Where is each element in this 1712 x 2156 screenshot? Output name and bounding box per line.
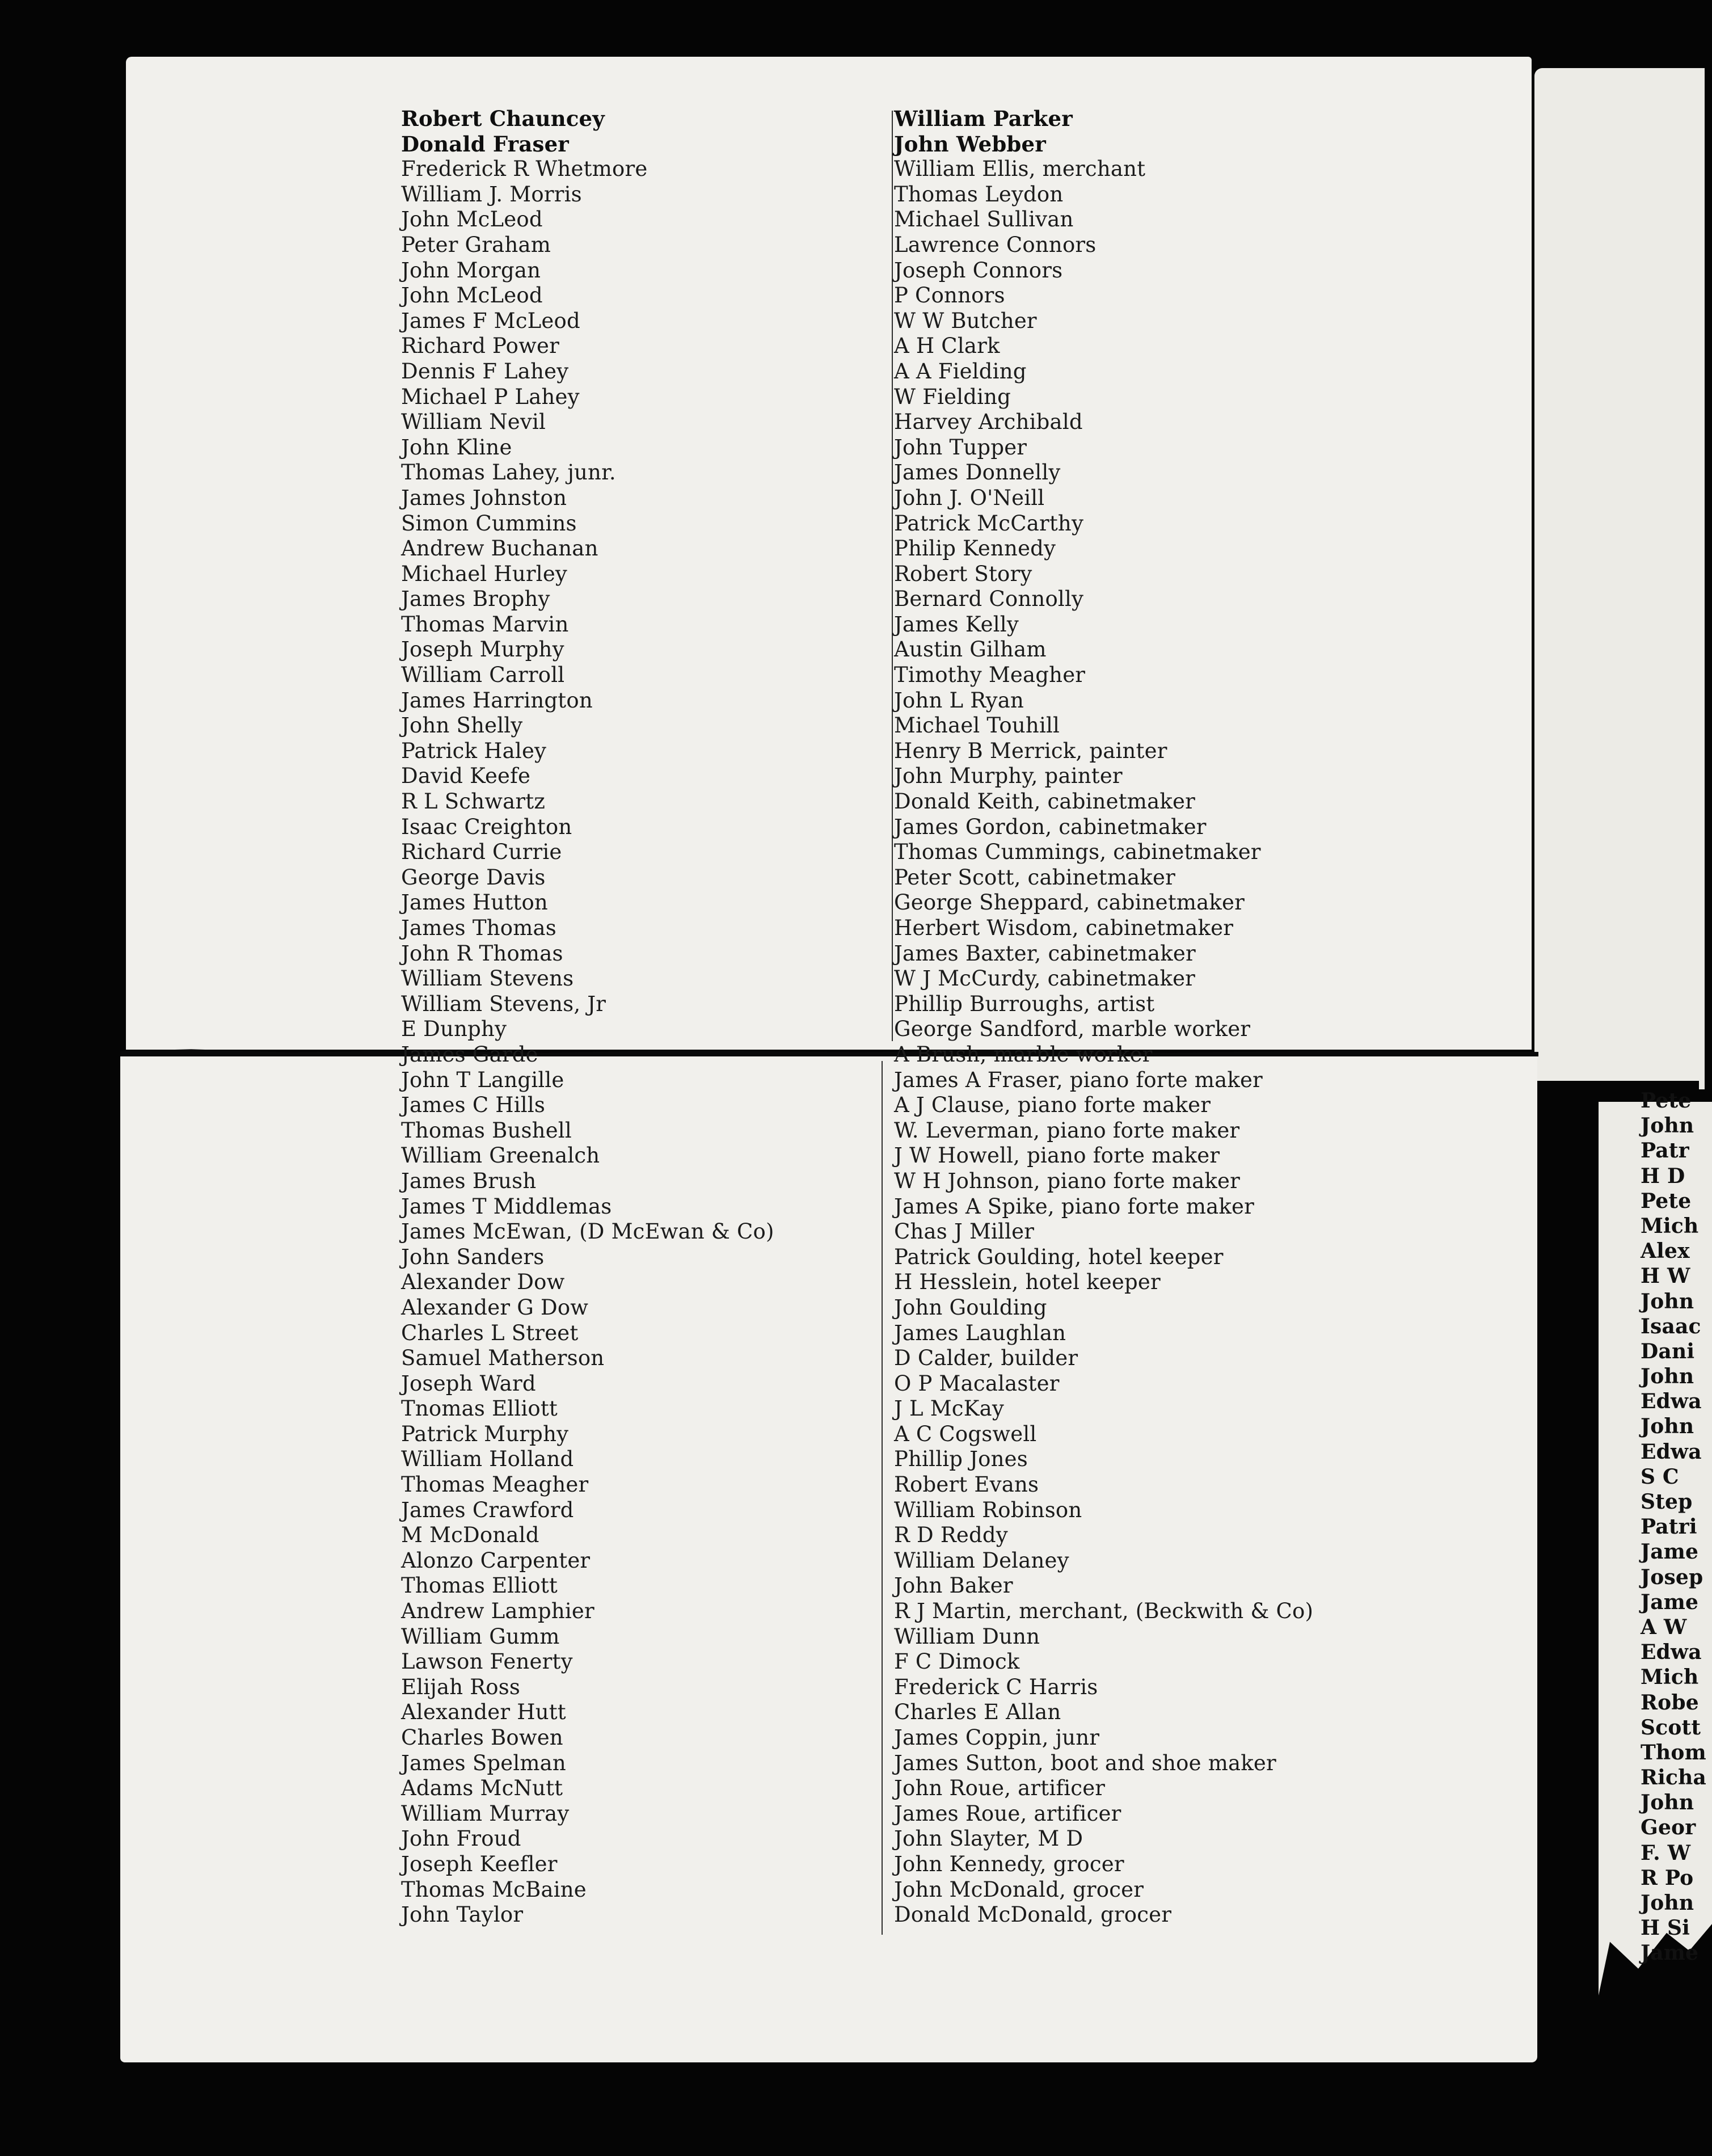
name-entry: Edwa — [1641, 1389, 1702, 1414]
name-entry: O P Macalaster — [894, 1371, 1060, 1396]
name-entry: H Hesslein, hotel keeper — [894, 1270, 1161, 1295]
name-entry: Peter Graham — [401, 232, 551, 257]
name-entry: Isaac — [1641, 1314, 1701, 1338]
name-entry: Frederick C Harris — [894, 1674, 1098, 1699]
name-entry: Samuel Matherson — [401, 1346, 605, 1371]
name-entry: John T Langille — [401, 1067, 564, 1092]
name-entry: James A Fraser, piano forte maker — [894, 1067, 1263, 1092]
name-entry: John — [1641, 1289, 1694, 1313]
name-entry: Thomas Bushell — [401, 1118, 572, 1143]
name-entry: S C — [1641, 1464, 1679, 1489]
name-entry: Michael Touhill — [894, 713, 1060, 738]
adjacent-page-upper — [1534, 68, 1705, 1089]
name-entry: James Roue, artificer — [894, 1801, 1121, 1826]
name-entry: R Po — [1641, 1866, 1694, 1890]
name-entry: Isaac Creighton — [401, 814, 572, 839]
name-entry: James Crawford — [401, 1497, 574, 1522]
name-entry: James Brophy — [401, 587, 550, 612]
name-entry: John J. O'Neill — [894, 485, 1045, 510]
name-entry: John Froud — [401, 1826, 521, 1851]
name-entry: James Brush — [401, 1168, 537, 1193]
name-entry: John Kennedy, grocer — [894, 1851, 1124, 1876]
name-entry: Charles Bowen — [401, 1725, 563, 1750]
name-entry: Dani — [1641, 1339, 1695, 1363]
name-entry: James Laughlan — [894, 1320, 1066, 1345]
name-entry: Thomas McBaine — [401, 1877, 587, 1902]
name-entry: William Delaney — [894, 1548, 1069, 1573]
name-entry: Donald Fraser — [401, 131, 569, 157]
name-entry: George Sandford, marble worker — [894, 1017, 1251, 1042]
name-entry: John — [1641, 1791, 1694, 1815]
name-entry: Austin Gilham — [894, 637, 1047, 662]
name-entry: John Taylor — [401, 1902, 524, 1927]
name-entry: Bernard Connolly — [894, 587, 1084, 612]
name-entry: Jame — [1641, 1590, 1699, 1614]
name-entry: Mich — [1641, 1665, 1699, 1690]
name-entry: R L Schwartz — [401, 789, 546, 814]
name-entry: Thom — [1641, 1740, 1706, 1765]
name-entry: A C Cogswell — [894, 1421, 1037, 1446]
name-entry: John Sanders — [401, 1244, 545, 1269]
name-entry: James Spelman — [401, 1750, 566, 1775]
name-entry: R D Reddy — [894, 1523, 1008, 1548]
name-entry: H Si — [1641, 1916, 1690, 1940]
name-entry: Henry B Merrick, painter — [894, 738, 1167, 763]
page-sheet-upper — [126, 57, 1532, 1050]
name-entry: Joseph Murphy — [401, 637, 564, 662]
name-entry: William Carroll — [401, 663, 565, 688]
name-entry: Andrew Buchanan — [401, 536, 598, 561]
name-entry: R J Martin, merchant, (Beckwith & Co) — [894, 1599, 1314, 1624]
name-entry: Michael Hurley — [401, 561, 568, 586]
name-entry: Josep — [1641, 1565, 1703, 1589]
name-entry: William Greenalch — [401, 1143, 600, 1168]
name-entry: Richard Currie — [401, 840, 562, 865]
name-entry: James Thomas — [401, 916, 556, 940]
name-entry: Frederick R Whetmore — [401, 157, 648, 182]
name-entry: Geor — [1641, 1816, 1696, 1840]
name-entry: John Kline — [401, 435, 512, 460]
name-entry: W Fielding — [894, 384, 1011, 409]
name-entry: Alex — [1641, 1239, 1690, 1264]
name-entry: Herbert Wisdom, cabinetmaker — [894, 916, 1234, 940]
name-entry: Lawson Fenerty — [401, 1649, 573, 1674]
name-entry: William Stevens, Jr — [401, 991, 606, 1016]
name-entry: Jame — [1641, 1941, 1699, 1965]
name-entry: James Kelly — [894, 612, 1019, 637]
name-entry: Patrick Goulding, hotel keeper — [894, 1244, 1224, 1269]
name-entry: J L McKay — [894, 1396, 1004, 1421]
name-entry: Timothy Meagher — [894, 663, 1086, 688]
name-entry: W. Leverman, piano forte maker — [894, 1118, 1240, 1143]
name-entry: M McDonald — [401, 1523, 539, 1548]
name-entry: Patri — [1641, 1515, 1697, 1539]
name-entry: Thomas Leydon — [894, 182, 1064, 207]
name-entry: James Donnelly — [894, 460, 1061, 485]
name-entry: W W Butcher — [894, 308, 1037, 333]
name-entry: Richa — [1641, 1766, 1707, 1790]
name-entry: W J McCurdy, cabinetmaker — [894, 966, 1196, 991]
name-entry: Edwa — [1641, 1640, 1702, 1665]
name-entry: Pete — [1641, 1189, 1692, 1213]
name-entry: William J. Morris — [401, 182, 582, 207]
name-entry: Edwa — [1641, 1439, 1702, 1464]
name-entry: William Murray — [401, 1801, 570, 1826]
name-entry: Philip Kennedy — [894, 536, 1056, 561]
name-entry: A W — [1641, 1615, 1687, 1639]
name-entry: William Holland — [401, 1447, 574, 1472]
name-entry: A A Fielding — [894, 359, 1027, 384]
name-entry: John Slayter, M D — [894, 1826, 1083, 1851]
name-entry: James Harrington — [401, 688, 593, 713]
name-entry: Simon Cummins — [401, 511, 577, 536]
name-entry: Mich — [1641, 1214, 1699, 1238]
name-entry: James Baxter, cabinetmaker — [894, 941, 1196, 966]
name-entry: Joseph Ward — [401, 1371, 536, 1396]
name-entry: Andrew Lamphier — [401, 1599, 594, 1624]
name-entry: George Sheppard, cabinetmaker — [894, 890, 1245, 915]
name-entry: Dennis F Lahey — [401, 359, 569, 384]
name-entry: Charles L Street — [401, 1320, 579, 1345]
name-entry: Pete — [1641, 1089, 1692, 1113]
name-entry: James T Middlemas — [401, 1194, 612, 1219]
name-entry: Patrick Murphy — [401, 1421, 569, 1446]
name-entry: Alexander Dow — [401, 1270, 565, 1295]
left-name-column — [401, 106, 774, 1928]
name-entry: Jame — [1641, 1540, 1699, 1564]
name-entry: James Garde — [401, 1042, 538, 1067]
name-entry: James F McLeod — [401, 308, 580, 333]
name-entry: William Robinson — [894, 1497, 1082, 1522]
name-entry: Elijah Ross — [401, 1674, 521, 1699]
name-entry: John McDonald, grocer — [894, 1877, 1144, 1902]
name-entry: William Dunn — [894, 1624, 1040, 1649]
name-entry: Thomas Lahey, junr. — [401, 460, 616, 485]
name-entry: John Goulding — [894, 1295, 1047, 1320]
adjacent-page-name-fragments — [1641, 1088, 1706, 1966]
name-entry: F C Dimock — [894, 1649, 1020, 1674]
name-entry: John — [1641, 1891, 1694, 1915]
name-entry: William Stevens — [401, 966, 574, 991]
name-entry: Scott — [1641, 1715, 1701, 1740]
name-entry: A H Clark — [894, 334, 1000, 359]
name-entry: Phillip Jones — [894, 1447, 1028, 1472]
name-entry: William Ellis, merchant — [894, 157, 1146, 182]
name-entry: Alexander Hutt — [401, 1700, 566, 1725]
name-entry: Alexander G Dow — [401, 1295, 589, 1320]
name-entry: Donald Keith, cabinetmaker — [894, 789, 1195, 814]
name-entry: Adams McNutt — [401, 1776, 563, 1801]
name-entry: Thomas Meagher — [401, 1472, 589, 1497]
name-entry: James Johnston — [401, 485, 567, 510]
name-entry: George Davis — [401, 865, 546, 890]
name-entry: Donald McDonald, grocer — [894, 1902, 1172, 1927]
name-entry: John L Ryan — [894, 688, 1024, 713]
name-entry: Thomas Marvin — [401, 612, 569, 637]
name-entry: John McLeod — [401, 207, 543, 232]
name-entry: John Roue, artificer — [894, 1776, 1106, 1801]
column-divider-upper — [892, 111, 893, 1041]
name-entry: Thomas Elliott — [401, 1573, 558, 1598]
name-entry: Lawrence Connors — [894, 232, 1097, 257]
name-entry: John McLeod — [401, 283, 543, 308]
name-entry: Peter Scott, cabinetmaker — [894, 865, 1175, 890]
name-entry: John Shelly — [401, 713, 523, 738]
name-entry: James Sutton, boot and shoe maker — [894, 1750, 1276, 1775]
name-entry: Phillip Burroughs, artist — [894, 991, 1155, 1016]
name-entry: Michael P Lahey — [401, 384, 580, 409]
name-entry: W H Johnson, piano forte maker — [894, 1168, 1240, 1193]
name-entry: James Gordon, cabinetmaker — [894, 814, 1207, 839]
name-entry: David Keefe — [401, 764, 531, 789]
name-entry: D Calder, builder — [894, 1346, 1078, 1371]
name-entry: William Nevil — [401, 410, 546, 435]
name-entry: John R Thomas — [401, 941, 563, 966]
right-name-column — [894, 106, 1313, 1928]
name-entry: H W — [1641, 1264, 1690, 1288]
page-sheet-lower — [120, 1055, 1537, 2062]
name-entry: Patrick Haley — [401, 738, 547, 763]
name-entry: Richard Power — [401, 334, 559, 359]
name-entry: Charles E Allan — [894, 1700, 1061, 1725]
name-entry: James McEwan, (D McEwan & Co) — [401, 1219, 774, 1244]
name-entry: Robert Story — [894, 561, 1032, 586]
name-entry: P Connors — [894, 283, 1005, 308]
name-entry: William Parker — [894, 106, 1073, 131]
name-entry: William Gumm — [401, 1624, 560, 1649]
name-entry: John — [1641, 1114, 1694, 1138]
name-entry: Step — [1641, 1490, 1693, 1514]
name-entry: Joseph Keefler — [401, 1851, 558, 1876]
name-entry: Robe — [1641, 1690, 1699, 1715]
name-entry: Robert Evans — [894, 1472, 1039, 1497]
name-entry: Thomas Cummings, cabinetmaker — [894, 840, 1261, 865]
name-entry: John Morgan — [401, 258, 541, 283]
name-entry: James A Spike, piano forte maker — [894, 1194, 1254, 1219]
name-entry: John Murphy, painter — [894, 764, 1123, 789]
name-entry: James Coppin, junr — [894, 1725, 1100, 1750]
name-entry: John Webber — [894, 131, 1046, 157]
name-entry: H D — [1641, 1164, 1685, 1188]
name-entry: F. W — [1641, 1841, 1691, 1865]
name-entry: Michael Sullivan — [894, 207, 1074, 232]
name-entry: A J Clause, piano forte maker — [894, 1093, 1211, 1118]
name-entry: James Hutton — [401, 890, 548, 915]
name-entry: Harvey Archibald — [894, 410, 1083, 435]
name-entry: J W Howell, piano forte maker — [894, 1143, 1220, 1168]
name-entry: James C Hills — [401, 1093, 546, 1118]
name-entry: Patr — [1641, 1139, 1689, 1163]
name-entry: A Brush, marble worker — [894, 1042, 1153, 1067]
name-entry: John Tupper — [894, 435, 1027, 460]
name-entry: Robert Chauncey — [401, 106, 605, 131]
name-entry: Chas J Miller — [894, 1219, 1035, 1244]
name-entry: Patrick McCarthy — [894, 511, 1084, 536]
column-divider-lower — [882, 1061, 883, 1935]
name-entry: Joseph Connors — [894, 258, 1063, 283]
name-entry: E Dunphy — [401, 1017, 507, 1042]
name-entry: Tnomas Elliott — [401, 1396, 558, 1421]
name-entry: John — [1641, 1365, 1694, 1389]
name-entry: John Baker — [894, 1573, 1013, 1598]
name-entry: Alonzo Carpenter — [401, 1548, 591, 1573]
name-entry: John — [1641, 1414, 1694, 1439]
